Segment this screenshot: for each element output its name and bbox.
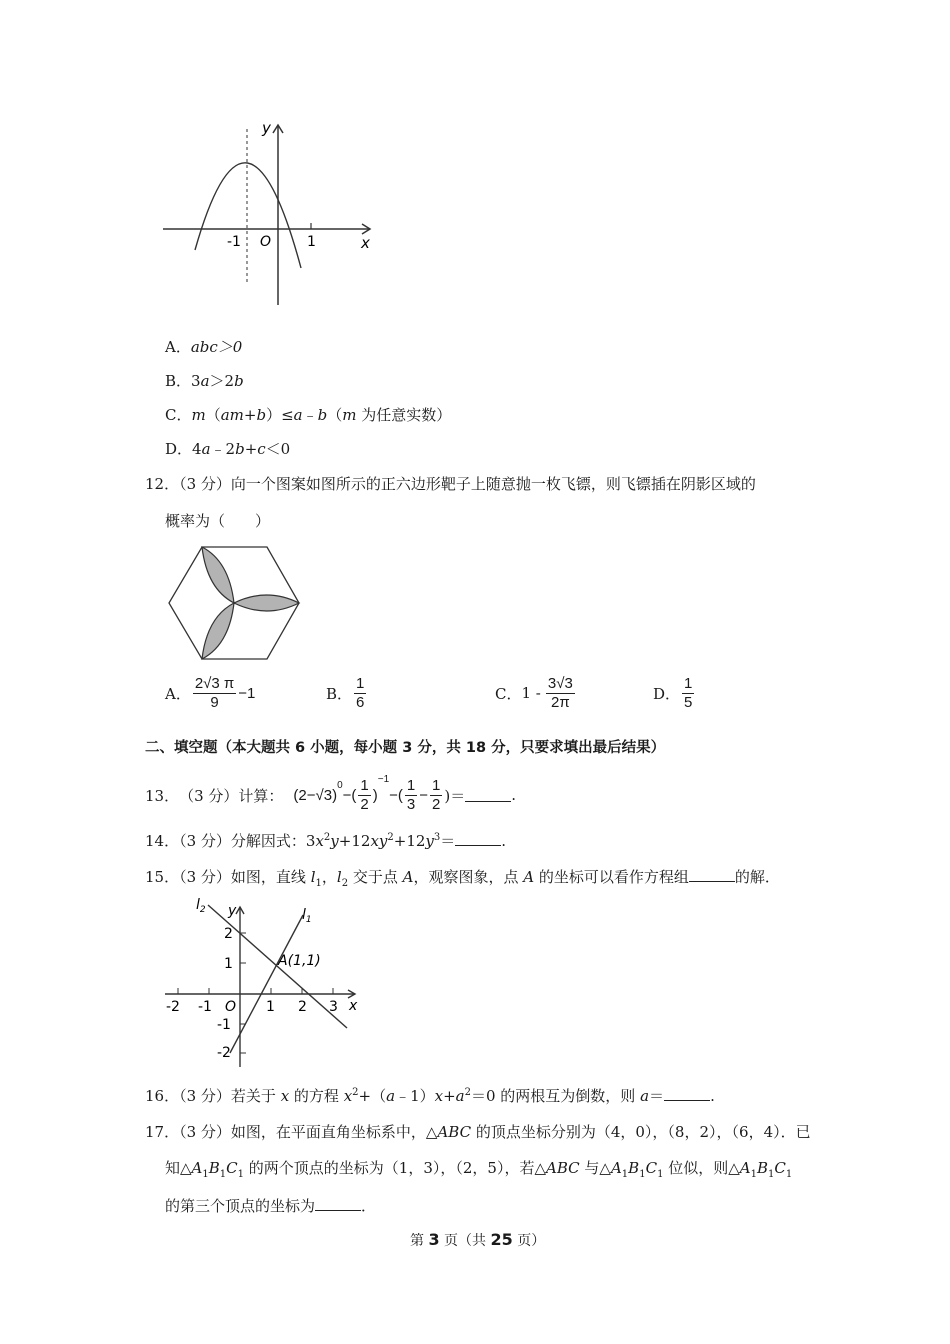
current-page: 3 (428, 1230, 440, 1249)
y-tick-m2: -2 (217, 1045, 231, 1061)
q17-line3: 的第三个顶点的坐标为 ． (165, 1197, 377, 1215)
q13-line: 13． （3 分）计算： (2−√3) $^0$ −( $\frac{1}{2}$ ) −1 −( $\frac{1}{3}$ − $\frac{1}{2}$ )＝ . (145, 774, 517, 813)
x-tick-2: 2 (298, 999, 307, 1015)
q15-line: 15．（3 分）如图，直线 $l_1$，$l_2$ 交于点 A，观察图象，点 A 的坐标可以看作方程组 的解． (145, 868, 780, 889)
parabola-graph (155, 115, 385, 310)
origin-label: O (260, 234, 272, 250)
q12-line2: 概率为（ ） (165, 512, 271, 530)
x-tick-3: 3 (329, 999, 338, 1015)
q11-option-c[interactable]: C．m（am+b）≤a﹣b（m 为任意实数） (165, 406, 452, 424)
q12-d-fraction: $\frac{1}{5}$ (684, 675, 693, 711)
tick-one-label: 1 (307, 234, 316, 250)
point-a-label: A(1,1) (278, 953, 321, 969)
q12-option-b[interactable]: B． $\frac{1}{6}$ (326, 675, 365, 711)
q11-option-b[interactable]: B．3a＞2b (165, 372, 244, 390)
parabola-curve (195, 163, 301, 268)
q17-line2: 知$\triangle A_1B_1C_1$ 的两个顶点的坐标为（1，3），（2，5），若△ABC 与$\triangle A_1B_1C_1$ 位似，则$\triangle A_1B_1C_1$ (165, 1159, 793, 1180)
q17-answer-blank[interactable] (315, 1198, 361, 1211)
y-tick-2: 2 (224, 926, 233, 942)
section2-title: 二、填空题（本大题共 6 小题，每小题 3 分，共 18 分，只要求填出最后结果） (145, 740, 666, 756)
shaded-petal-right (234, 595, 299, 611)
l1-label: $l_1$ (302, 907, 312, 925)
q13-answer-blank[interactable] (465, 789, 511, 802)
q12-a-fraction: $\frac{2√3 \pi}{9}$ (194, 675, 235, 711)
y-label: y (228, 903, 237, 919)
q14-answer-blank[interactable] (455, 833, 501, 846)
y-label: y (262, 119, 271, 137)
q13-fraction-third: $\frac{1}{3}$ (406, 777, 416, 813)
q11-option-d[interactable]: D．4a﹣2b+c＜0 (165, 440, 291, 458)
q13-fraction-half: $\frac{1}{2}$ (360, 777, 369, 813)
x-tick-1: 1 (266, 999, 275, 1015)
q16-line: 16．（3 分）若关于 x 的方程 $x^2+(a﹣1)x+a^2=0$ 的两根互为倒数，则 a＝ . (145, 1087, 715, 1105)
page-footer: 第 3 页（共 25 页） (410, 1230, 546, 1249)
q12-option-c[interactable]: C． 1 - $\frac{3√3}{2\pi}$ (495, 675, 573, 711)
q12-option-d[interactable]: D． $\frac{1}{5}$ (653, 675, 693, 711)
q12-b-fraction: $\frac{1}{6}$ (356, 675, 365, 711)
q13-fraction-half-2: $\frac{1}{2}$ (432, 777, 441, 813)
shaded-petal-top (202, 547, 234, 603)
x-tick-m1: -1 (198, 999, 212, 1015)
q12-line1: 12．（3 分）向一个图案如图所示的正六边形靶子上随意抛一枚飞镖，则飞镖插在阴影区域的 (145, 475, 756, 493)
q16-answer-blank[interactable] (664, 1088, 710, 1101)
q12-c-fraction: $\frac{3√3}{2\pi}$ (547, 675, 573, 711)
q17-line1: 17．（3 分）如图，在平面直角坐标系中，△ABC 的顶点坐标分别为（4，0），（8，2），（6，4）．已 (145, 1123, 811, 1141)
hexagon-target-figure (163, 543, 303, 663)
l2-label: $l_2$ (196, 897, 206, 915)
line-l1 (230, 915, 303, 1053)
tick-neg1-label: -1 (227, 234, 241, 250)
q12-option-a[interactable]: A． $\frac{2√3 \pi}{9}$ −1 (165, 675, 256, 711)
x-tick-m2: -2 (166, 999, 180, 1015)
q15-answer-blank[interactable] (689, 869, 735, 882)
y-tick-1: 1 (224, 956, 233, 972)
two-lines-graph (160, 895, 370, 1070)
q14-line: 14．（3 分）分解因式：$3x^2y+12xy^2+12y^3=$ . (145, 832, 507, 850)
q11-option-a[interactable]: A．abc＞0 (165, 338, 243, 356)
x-label: x (361, 234, 370, 252)
y-tick-m1: -1 (217, 1017, 231, 1033)
origin-label: O (225, 999, 237, 1015)
shaded-petal-bottom (202, 603, 234, 659)
x-label: x (349, 998, 358, 1014)
total-pages: 25 (490, 1230, 513, 1249)
